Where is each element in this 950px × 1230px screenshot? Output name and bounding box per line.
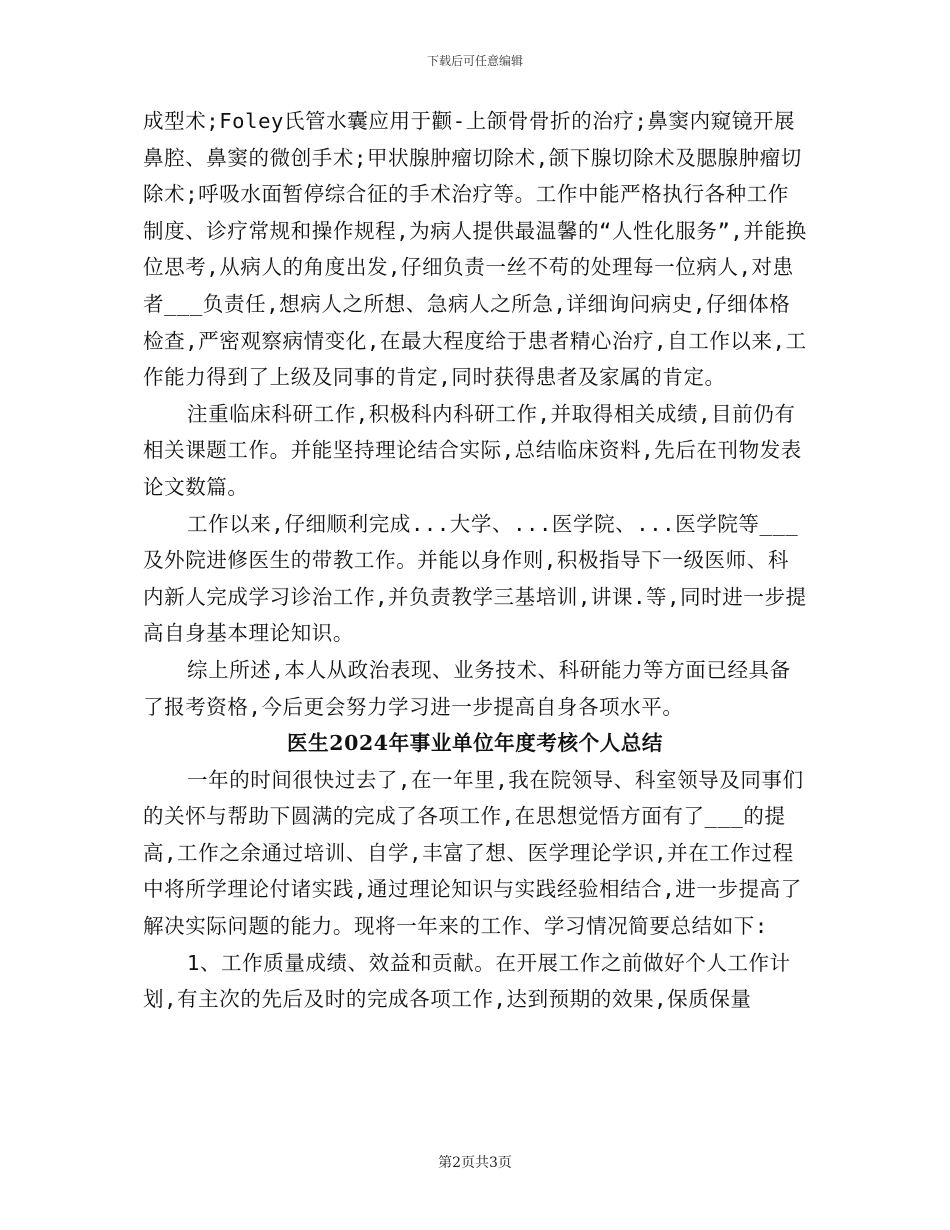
paragraph-6: 1、工作质量成绩、效益和贡献。在开展工作之前做好个人工作计划,有主次的先后及时的完成各项工作,达到预期的效果,保质保量 [143, 950, 791, 1012]
paragraph-3: 工作以来,仔细顺利完成...大学、...医学院、...医学院等___及外院进修医生的带教工作。并能以身作则,积极指导下一级医师、科内新人完成学习诊治工作,并负责教学三基培训,讲课.等,同时进一步提高自身基本理论知识。 [143, 511, 807, 646]
page-number: 第2页共3页 [438, 1155, 512, 1171]
document-body [143, 103, 807, 1018]
paragraph-2: 注重临床科研工作,积极科内科研工作,并取得相关成绩,目前仍有相关课题工作。并能坚持理论结合实际,总结临床资料,先后在刊物发表论文数篇。 [143, 401, 802, 499]
page-header: 下载后可任意编辑 [426, 54, 523, 68]
paragraph-4: 综上所述,本人从政治表现、业务技术、科研能力等方面已经具备了报考资格,今后更会努力学习进一步提高自身各项水平。 [143, 657, 791, 719]
paragraph-5: 一年的时间很快过去了,在一年里,我在院领导、科室领导及同事们的关怀与帮助下圆满的完成了各项工作,在思想觉悟方面有了___的提高,工作之余通过培训、自学,丰富了想、医学理论学识,并在工作过程中将所学理论付诸实践,通过理论知识与实践经验相结合,进一步提高了解决实际问题的能力。现将一年来的工作、学习情况简要总结如下: [143, 767, 804, 939]
paragraph-1: 成型术;Foley氏管水囊应用于颧-上颌骨骨折的治疗;鼻窦内窥镜开展鼻腔、鼻窦的微创手术;甲状腺肿瘤切除术,颌下腺切除术及腮腺肿瘤切除术;呼吸水面暂停综合征的手术治疗等。工作中能严格执行各种工作制度、诊疗常规和操作规程,为病人提供最温馨的“人性化服务”,并能换位思考,从病人的角度出发,仔细负责一丝不苟的处理每一位病人,对患者___负责任,想病人之所想、急病人之所急,详细询问病史,仔细体格检查,严密观察病情变化,在最大程度给于患者精心治疗,自工作以来,工作能力得到了上级及同事的肯定,同时获得患者及家属的肯定。 [143, 109, 807, 390]
section-title: 医生2024年事业单位年度考核个人总结 [287, 731, 663, 756]
